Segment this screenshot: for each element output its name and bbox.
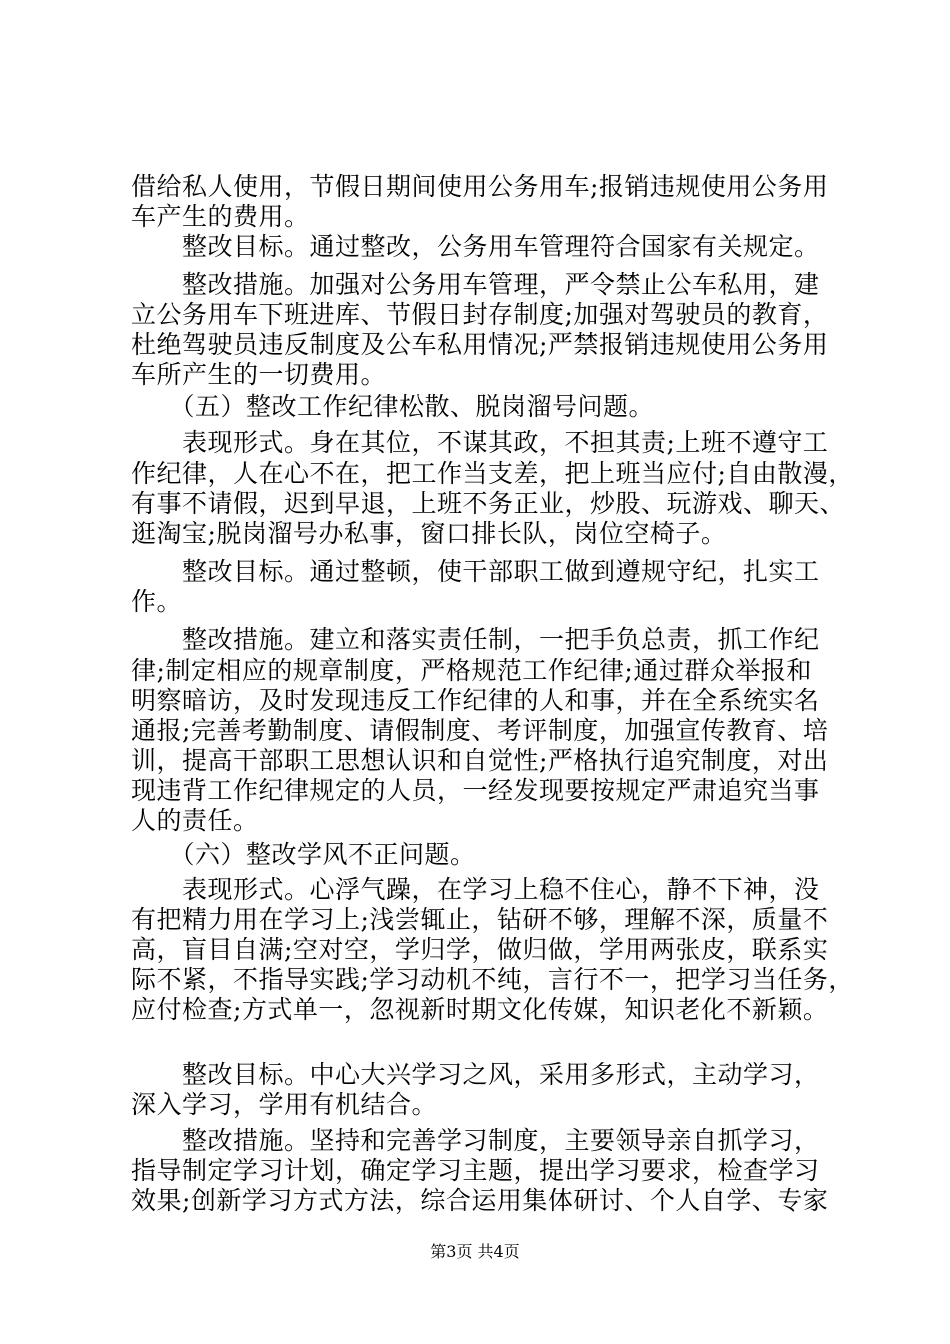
text-line: 表现形式。心浮气躁，在学习上稳不住心，静不下神，没 bbox=[131, 875, 820, 904]
text-line: 人的责任。 bbox=[131, 806, 259, 835]
text-line: 作纪律，人在心不在，把工作当支差，把上班当应付;自由散漫， bbox=[131, 459, 854, 488]
text-line: 整改措施。坚持和完善学习制度，主要领导亲自抓学习， bbox=[131, 1126, 820, 1155]
text-line: 指导制定学习计划，确定学习主题，提出学习要求，检查学习 bbox=[131, 1156, 820, 1185]
text-line: 杜绝驾驶员违反制度及公车私用情况;严禁报销违规使用公务用 bbox=[131, 330, 829, 359]
text-line: 训，提高干部职工思想认识和自觉性;严格执行追究制度，对出 bbox=[131, 746, 829, 775]
text-line: 明察暗访，及时发现违反工作纪律的人和事，并在全系统实名 bbox=[131, 686, 820, 715]
text-line: 律;制定相应的规章制度，严格规范工作纪律;通过群众举报和 bbox=[131, 656, 812, 685]
text-line: 整改目标。通过整改，公务用车管理符合国家有关规定。 bbox=[131, 232, 820, 261]
text-line: 整改措施。建立和落实责任制，一把手负总责，抓工作纪 bbox=[131, 625, 820, 654]
text-line: 有事不请假，迟到早退，上班不务正业，炒股、玩游戏、聊天、 bbox=[131, 489, 846, 518]
page-number-footer: 第3页 共4页 bbox=[430, 1242, 520, 1261]
text-line: 高，盲目自满;空对空，学归学，做归做，学用两张皮，联系实 bbox=[131, 935, 829, 964]
text-line: 表现形式。身在其位，不谋其政，不担其责;上班不遵守工 bbox=[131, 428, 829, 457]
text-line: 效果;创新学习方式方法，综合运用集体研讨、个人自学、专家 bbox=[131, 1186, 829, 1215]
text-line: 际不紧，不指导实践;学习动机不纯，言行不一，把学习当任务， bbox=[131, 965, 854, 994]
text-line: 深入学习，学用有机结合。 bbox=[131, 1090, 438, 1119]
text-line: 立公务用车下班进库、节假日封存制度;加强对驾驶员的教育， bbox=[131, 300, 829, 329]
text-line: 有把精力用在学习上;浅尝辄止，钻研不够，理解不深，质量不 bbox=[131, 905, 829, 934]
text-line: 车所产生的一切费用。 bbox=[131, 360, 387, 389]
section-heading: （五）整改工作纪律松散、脱岗溜号问题。 bbox=[131, 392, 655, 421]
text-line: 逛淘宝;脱岗溜号办私事，窗口排长队，岗位空椅子。 bbox=[131, 519, 727, 548]
text-line: 通报;完善考勤制度、请假制度、考评制度，加强宣传教育、培 bbox=[131, 716, 829, 745]
text-line: 车产生的费用。 bbox=[131, 202, 310, 231]
text-line: 现违背工作纪律规定的人员，一经发现要按规定严肃追究当事 bbox=[131, 776, 820, 805]
section-heading: （六）整改学风不正问题。 bbox=[131, 840, 476, 869]
text-line: 应付检查;方式单一，忽视新时期文化传媒，知识老化不新颖。 bbox=[131, 995, 829, 1024]
text-line: 作。 bbox=[131, 587, 183, 616]
text-line: 整改目标。中心大兴学习之风，采用多形式，主动学习， bbox=[131, 1060, 820, 1089]
text-line: 整改目标。通过整顿，使干部职工做到遵规守纪，扎实工 bbox=[131, 557, 820, 586]
text-line: 借给私人使用，节假日期间使用公务用车;报销违规使用公务用 bbox=[131, 172, 829, 201]
text-line: 整改措施。加强对公务用车管理，严令禁止公车私用，建 bbox=[131, 270, 820, 299]
